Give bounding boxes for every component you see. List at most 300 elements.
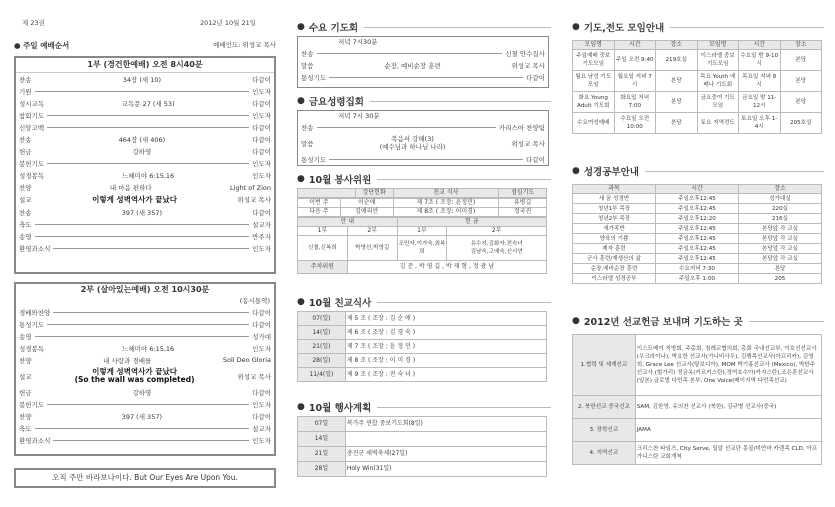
leader-dash bbox=[35, 236, 250, 237]
leader-dash bbox=[53, 248, 249, 249]
table-cell: 14(일) bbox=[298, 326, 346, 340]
table-cell: 본당 bbox=[739, 264, 822, 274]
order-row bbox=[16, 318, 274, 330]
table-cell: 목요 Youth 예배나 기도회 bbox=[697, 71, 739, 92]
order-item: 경배와찬양 bbox=[19, 308, 51, 317]
table-cell: 주일오후12:45 bbox=[656, 204, 739, 214]
table-row bbox=[573, 92, 822, 113]
order-person: 다같이 bbox=[252, 75, 271, 84]
leader-dash bbox=[35, 336, 250, 337]
col-header: 시간 bbox=[614, 41, 656, 50]
order-content-line: 느헤미야 6:15,16 bbox=[122, 344, 175, 353]
fri-time: 저녁 7시 30분 bbox=[338, 112, 380, 120]
order-item: 송영 bbox=[19, 332, 32, 341]
order-row bbox=[16, 109, 274, 121]
order-person: 다같이 bbox=[252, 148, 271, 157]
table-row bbox=[298, 432, 547, 447]
table-cell: 11/4(일) bbox=[298, 368, 346, 382]
table-cell: 205호실 bbox=[780, 113, 822, 134]
table-cell: 화요일 저녁7:00 bbox=[614, 92, 656, 113]
order-item: 송영 bbox=[19, 232, 32, 241]
table-cell: 복가주 연합 중보기도회(8일) bbox=[345, 417, 546, 432]
table-row bbox=[573, 113, 822, 134]
cell: 주차위원 bbox=[298, 261, 348, 274]
table-cell: 본당 bbox=[780, 92, 822, 113]
order-item: 헌금 bbox=[19, 148, 32, 157]
table-row bbox=[298, 447, 547, 462]
table-cell: 219호실 bbox=[656, 50, 698, 71]
wed-title: ● 수요 기도회 bbox=[297, 20, 551, 34]
order-row bbox=[298, 47, 548, 59]
table-row bbox=[573, 71, 822, 92]
order-person: 설교자 bbox=[252, 220, 271, 229]
leader-dash bbox=[329, 159, 523, 160]
order-row bbox=[16, 411, 274, 423]
mission-targets: 크리스찬 타임즈, City Serve, 밀알 선교단 몽골/미얀마 카렌족 CLD, 아프가니스탄 교회개척 bbox=[635, 442, 821, 465]
order-content-line: 강하영 bbox=[132, 389, 152, 398]
order-item: 환영과소식 bbox=[19, 437, 51, 446]
leader-dash bbox=[53, 440, 249, 441]
table-cell: 청년2부 목장 bbox=[573, 214, 656, 224]
order-person: 다같이 bbox=[526, 73, 545, 82]
table-row bbox=[573, 194, 822, 204]
table-cell: 수요저녁 7:30 bbox=[656, 264, 739, 274]
order-person: 위성교 목사 bbox=[511, 61, 545, 70]
cell: 유병길 bbox=[499, 199, 547, 208]
order-person: 위성교 목사 bbox=[237, 372, 271, 381]
second-service-box bbox=[14, 282, 276, 456]
order-row bbox=[16, 306, 274, 318]
worship-leader: 예배인도: 위성교 목사 bbox=[213, 41, 276, 49]
table-cell: 본당앞 각 교실 bbox=[739, 244, 822, 254]
table-row bbox=[573, 419, 822, 442]
bullet-icon: ● bbox=[14, 41, 21, 50]
table-cell: 본당앞 각 교실 bbox=[739, 254, 822, 264]
leader-dash bbox=[47, 115, 249, 116]
bullet-icon: ● bbox=[572, 166, 580, 176]
order-content bbox=[44, 171, 252, 180]
order-row bbox=[16, 399, 274, 411]
order-item: 찬송 bbox=[19, 208, 32, 217]
order-content-line: 이렇게 성벽역사가 끝났다 bbox=[92, 195, 177, 205]
table-cell: 주일오후12:20 bbox=[656, 214, 739, 224]
order-person: 인도자 bbox=[252, 111, 271, 120]
order-content bbox=[32, 368, 238, 384]
table-row bbox=[573, 396, 822, 419]
table-row bbox=[573, 204, 822, 214]
table-row bbox=[298, 462, 547, 477]
leader-dash bbox=[317, 53, 503, 54]
leader-dash bbox=[329, 77, 523, 78]
table-header-row bbox=[573, 41, 822, 50]
order-content bbox=[32, 388, 253, 397]
mission-table bbox=[572, 334, 822, 465]
order-person: 위성교 목사 bbox=[511, 139, 545, 148]
first-service-title: 1부 (경건한예배) 오전 8시40분 bbox=[16, 58, 274, 73]
table-cell: 주일오후 1:00 bbox=[656, 274, 739, 284]
table-cell: 주일오후12:45 bbox=[656, 254, 739, 264]
first-service-order bbox=[16, 73, 274, 254]
order-row bbox=[16, 242, 274, 254]
order-row bbox=[16, 342, 274, 354]
order-person: 인도자 bbox=[252, 244, 271, 253]
order-content-line: 397 (새 357) bbox=[121, 208, 162, 217]
table-cell: 220실 bbox=[739, 204, 822, 214]
order-item: 통성기도 bbox=[19, 320, 45, 329]
table-cell: 216실 bbox=[739, 214, 822, 224]
cell: 조민자,이가숙,최복희 bbox=[397, 236, 447, 261]
table-cell: 주일오후12:45 bbox=[656, 194, 739, 204]
order-row bbox=[16, 146, 274, 158]
bullet-icon: ● bbox=[297, 96, 305, 106]
leader-dash bbox=[35, 224, 250, 225]
events-table bbox=[297, 416, 547, 477]
table-cell: 새 꿈 성경반 bbox=[573, 194, 656, 204]
order-item: 환영과소식 bbox=[19, 244, 51, 253]
leader-dash bbox=[47, 127, 249, 128]
order-item: 설교 bbox=[19, 372, 32, 381]
meal-table bbox=[297, 311, 547, 382]
order-person: 다같이 bbox=[252, 99, 271, 108]
cell: 1부 bbox=[397, 227, 447, 236]
table-row bbox=[298, 368, 547, 382]
order-item: 헌금 bbox=[19, 389, 32, 398]
order-row bbox=[16, 435, 274, 447]
order-person: Light of Zion bbox=[230, 183, 271, 192]
order-person: 인도자 bbox=[252, 172, 271, 181]
order-row bbox=[16, 354, 274, 366]
table-row bbox=[298, 326, 547, 340]
order-content bbox=[32, 412, 253, 421]
service-title: ● 10월 봉사위원 bbox=[297, 172, 551, 186]
cell: 신철,신복희 bbox=[298, 236, 348, 261]
table-cell: 순장,예비순장 훈련 bbox=[573, 264, 656, 274]
table-cell: 본당앞 각 교실 bbox=[739, 234, 822, 244]
table-cell: Holy Win(31일) bbox=[345, 462, 546, 477]
fri-title: ● 금요성령집회 bbox=[297, 94, 551, 108]
second-service-title: 2부 (살아있는예배) 오전 10시30분 bbox=[80, 285, 210, 294]
order-row bbox=[298, 59, 548, 71]
cell: 다음 주 bbox=[298, 208, 341, 217]
table-row bbox=[298, 417, 547, 432]
order-row bbox=[16, 182, 274, 194]
meal-title: ● 10월 친교식사 bbox=[297, 295, 551, 309]
first-service-box bbox=[14, 56, 276, 274]
table-cell: 월요일 저녁 7시 bbox=[614, 71, 656, 92]
order-row bbox=[16, 97, 274, 109]
table-cell: 청년1부 목장 bbox=[573, 204, 656, 214]
mission-category: 3. 장학선교 bbox=[573, 419, 636, 442]
table-row bbox=[573, 335, 822, 396]
table-cell: 화요 Young Adult 기도회 bbox=[573, 92, 615, 113]
order-person: 신철 안수집사 bbox=[505, 49, 545, 58]
table-cell: 수요일 오전 10:00 bbox=[614, 113, 656, 134]
order-item: 참회기도 bbox=[19, 111, 45, 120]
order-content bbox=[32, 208, 253, 217]
order-item: 성경봉독 bbox=[19, 344, 45, 353]
col-header: 장소 bbox=[656, 41, 698, 50]
order-person: 인도자 bbox=[252, 437, 271, 446]
order-person: 위성교 목사 bbox=[237, 196, 271, 205]
cell: 제 8조 ( 조장: 이미경) bbox=[393, 208, 499, 217]
order-item: 축도 bbox=[19, 220, 32, 229]
prayer-table bbox=[572, 40, 822, 134]
issue-date: 2012년 10월 21일 bbox=[200, 19, 257, 27]
service-table bbox=[297, 188, 547, 274]
order-row bbox=[16, 423, 274, 435]
cell: 김 준 , 박 영 길 , 박 재 형 , 정 광 남 bbox=[347, 261, 546, 274]
leader-dash bbox=[47, 404, 249, 405]
col-header: 점심기도 bbox=[499, 189, 547, 198]
col-header: 헌 금 bbox=[397, 218, 546, 227]
col-header: 장소 bbox=[739, 185, 822, 194]
table-cell: 본당 bbox=[656, 92, 698, 113]
order-content bbox=[32, 183, 230, 192]
table-cell: 월요 남성 기도모임 bbox=[573, 71, 615, 92]
second-service-order bbox=[16, 306, 274, 447]
issue-number: 제 23권 bbox=[22, 19, 45, 27]
order-item: 찬송 bbox=[19, 136, 32, 145]
cell: 2부 bbox=[447, 227, 547, 236]
leader-dash bbox=[53, 312, 249, 313]
fri-box bbox=[297, 110, 549, 166]
table-cell: 본당 bbox=[780, 50, 822, 71]
table-cell: 본당 bbox=[780, 71, 822, 92]
table-cell: 28일 bbox=[298, 462, 346, 477]
table-cell: 주일오후12:45 bbox=[656, 224, 739, 234]
order-content-line: 이렇게 성벽역사가 끝났다 bbox=[92, 367, 177, 377]
order-person: Soli Deo Gloria bbox=[222, 356, 271, 365]
table-cell: 21일 bbox=[298, 447, 346, 462]
table-cell: 본당 bbox=[656, 71, 698, 92]
table-cell: 양육의 기쁨 bbox=[573, 234, 656, 244]
order-row bbox=[16, 330, 274, 342]
leader-dash bbox=[35, 91, 250, 92]
order-item: 신앙고백 bbox=[19, 123, 45, 132]
table-cell: 제 6 조 ( 조장 : 김 경 숙 ) bbox=[345, 326, 546, 340]
order-person: 인도자 bbox=[252, 401, 271, 410]
order-content bbox=[32, 75, 253, 84]
order-content bbox=[32, 135, 253, 144]
table-cell: 본당앞 각 교실 bbox=[739, 224, 822, 234]
table-cell: 제 7 조 ( 조장 : 윤 정 민 ) bbox=[345, 340, 546, 354]
col-header: 모임명 bbox=[697, 41, 739, 50]
table-row bbox=[573, 244, 822, 254]
order-person: 반주자 bbox=[252, 232, 271, 241]
order-item: 찬송 bbox=[301, 49, 314, 58]
order-row bbox=[298, 71, 548, 83]
table-cell: 주일예배 중보기도모임 bbox=[573, 50, 615, 71]
wed-box bbox=[297, 36, 549, 88]
table-cell: 토요일 오후 1-4시 bbox=[739, 113, 781, 134]
col-header: 강단헌화 bbox=[355, 189, 393, 198]
order-item: 성시교독 bbox=[19, 99, 45, 108]
table-row bbox=[298, 354, 547, 368]
order-item: 찬송 bbox=[301, 123, 314, 132]
order-item: 찬양 bbox=[19, 356, 32, 365]
order-row bbox=[298, 121, 548, 133]
order-content-line: 내 마음 편하다 bbox=[109, 184, 152, 193]
order-item: 찬송 bbox=[19, 75, 32, 84]
order-content-line: 34장 (새 10) bbox=[122, 75, 162, 84]
order-row bbox=[16, 170, 274, 182]
table-cell: 총진군 새벽축제(27일) bbox=[345, 447, 546, 462]
table-row bbox=[573, 214, 822, 224]
cell: 이순애 bbox=[340, 199, 393, 208]
order-person: 카리스마 찬양팀 bbox=[498, 123, 545, 132]
table-cell: 제자 훈련 bbox=[573, 244, 656, 254]
mission-title: ● 2012년 선교헌금 보내며 기도하는 곳 bbox=[572, 314, 824, 328]
order-content-sub: (예수님과 하나님 나라) bbox=[379, 143, 446, 152]
table-cell: 제 8 조 ( 조장 : 이 미 경 ) bbox=[345, 354, 546, 368]
table-cell: 14일 bbox=[298, 432, 346, 447]
order-row bbox=[16, 218, 274, 230]
events-title: ● 10월 행사계획 bbox=[297, 400, 551, 414]
table-cell: 주일오후12:45 bbox=[656, 244, 739, 254]
table-cell: 07일 bbox=[298, 417, 346, 432]
table-cell: 금요일 밤 11-12시 bbox=[739, 92, 781, 113]
col-header: 시간 bbox=[656, 185, 739, 194]
table-cell: 제 5 조 ( 조장 : 김 순 애 ) bbox=[345, 312, 546, 326]
table-cell: 이스라엘 중보기도모임 bbox=[697, 50, 739, 71]
mission-targets: SAM, 김한영, 유의찬 선교사 (북한), 김규병 선교사(중국) bbox=[635, 396, 821, 419]
leader-dash bbox=[47, 163, 249, 164]
order-person: 다같이 bbox=[252, 320, 271, 329]
order-item: 성경봉독 bbox=[19, 172, 45, 181]
order-item: 통성기도 bbox=[301, 73, 327, 82]
order-content bbox=[314, 135, 512, 151]
leader-dash bbox=[47, 324, 249, 325]
bullet-icon: ● bbox=[297, 174, 305, 184]
order-row bbox=[16, 206, 274, 218]
order-item: 봉헌기도 bbox=[19, 401, 45, 410]
table-cell: 주일오후12:45 bbox=[656, 234, 739, 244]
table-row bbox=[573, 224, 822, 234]
order-item: 통성기도 bbox=[301, 155, 327, 164]
cell: 정국진 bbox=[499, 208, 547, 217]
table-cell: 성가대실 bbox=[739, 194, 822, 204]
order-content bbox=[314, 61, 512, 70]
order-content bbox=[44, 344, 252, 353]
col-header: 시간 bbox=[739, 41, 781, 50]
table-cell: 이스라엘 성경공부 bbox=[573, 274, 656, 284]
col-header: 장소 bbox=[780, 41, 822, 50]
table-cell: 본당 bbox=[656, 113, 698, 134]
study-title: ● 성경공부안내 bbox=[572, 164, 824, 178]
worship-title: ● 주일 예배순서 bbox=[14, 41, 70, 50]
table-row bbox=[573, 234, 822, 244]
order-item: 축도 bbox=[19, 425, 32, 434]
order-content-line: 복음서 강해(3) bbox=[391, 135, 434, 144]
col-header: 안 내 bbox=[298, 218, 398, 227]
table-cell: 주일 오전 9:40 bbox=[614, 50, 656, 71]
table-cell: 수요일 밤 9-10시 bbox=[739, 50, 781, 71]
bullet-icon: ● bbox=[297, 297, 305, 307]
order-row bbox=[16, 85, 274, 97]
order-person: 성가대 bbox=[252, 332, 271, 341]
table-cell: 새가족반 bbox=[573, 224, 656, 234]
order-content bbox=[44, 99, 252, 108]
order-content-line: 느헤미야 6:15,16 bbox=[122, 172, 175, 181]
table-row bbox=[573, 50, 822, 71]
order-person: 설교자 bbox=[252, 425, 271, 434]
order-content-line: 397 (새 357) bbox=[121, 413, 162, 422]
leader-dash bbox=[317, 127, 496, 128]
mission-category: 4. 지역선교 bbox=[573, 442, 636, 465]
order-person: 다같이 bbox=[252, 308, 271, 317]
wed-time: 저녁 7시30분 bbox=[338, 38, 378, 46]
order-person: 인도자 bbox=[252, 344, 271, 353]
order-item: 말씀 bbox=[301, 139, 314, 148]
order-row bbox=[16, 133, 274, 145]
table-cell: 목요일 저녁 8시 bbox=[739, 71, 781, 92]
cell: 박영선,박영길 bbox=[347, 236, 397, 261]
order-item: 봉헌기도 bbox=[19, 160, 45, 169]
order-row bbox=[16, 366, 274, 386]
order-row bbox=[16, 386, 274, 398]
cell: 2부 bbox=[347, 227, 397, 236]
bullet-icon: ● bbox=[297, 22, 305, 32]
bullet-icon: ● bbox=[297, 402, 305, 412]
table-cell bbox=[345, 432, 546, 447]
order-person: 인도자 bbox=[252, 160, 271, 169]
cell: 제 7조 ( 조장: 윤정민) bbox=[393, 199, 499, 208]
table-row bbox=[298, 340, 547, 354]
order-content bbox=[32, 147, 253, 156]
col-header: 과목 bbox=[573, 185, 656, 194]
table-row bbox=[573, 264, 822, 274]
prayer-title: ● 기도,전도 모임안내 bbox=[572, 20, 824, 34]
order-item: 찬양 bbox=[19, 184, 32, 193]
col-header: 친교 식사 bbox=[393, 189, 499, 198]
order-person: 다같이 bbox=[252, 123, 271, 132]
mission-category: 1.협력 및 세계선교 bbox=[573, 335, 636, 396]
order-content-line: 교독문 27 (새 53) bbox=[121, 99, 175, 108]
table-header-row bbox=[573, 185, 822, 194]
cell: 유수지,김화자,전숙녀 bbox=[470, 241, 523, 247]
order-row bbox=[16, 121, 274, 133]
order-person: 다같이 bbox=[526, 155, 545, 164]
order-content bbox=[32, 194, 238, 205]
table-cell: 21(일) bbox=[298, 340, 346, 354]
footer-motto: 오직 주만 바라보나이다. But Our Eyes Are Upon You. bbox=[14, 468, 276, 488]
order-item: 찬양 bbox=[19, 413, 32, 422]
cell: 김애리안 bbox=[340, 208, 393, 217]
order-item: 말씀 bbox=[301, 61, 314, 70]
order-person: 다같이 bbox=[252, 208, 271, 217]
order-content-sub: (So the wall was completed) bbox=[74, 375, 195, 385]
order-row bbox=[298, 133, 548, 153]
order-item: 기원 bbox=[19, 87, 32, 96]
order-item: 설교 bbox=[19, 196, 32, 205]
table-cell: 205 bbox=[739, 274, 822, 284]
mission-targets: 이스트베이 지방회, 주총회, 침례교협의회, 총회 국내선교부, 이호선선교사 (우크라이나), 박요한 선교사(가니비사우), 김행목선교사(아프리카), 김영희, Grace Lee 선교사(탕보디아), MOM 박기홍선교사 (Mexico), 박한주선교사 (헐가리) 정금옥(키르키스탄),정여호수아(카자스탄),조은혼선교사(일본) 글로벌 다민족 본부, One Voice(베이지역 다민족선교) bbox=[635, 335, 821, 396]
order-content-line: 464장 (새 406) bbox=[118, 136, 166, 145]
order-row bbox=[298, 153, 548, 165]
order-content-line: 순장, 예비순장 훈련 bbox=[384, 61, 441, 70]
order-content bbox=[32, 356, 223, 365]
table-row bbox=[298, 312, 547, 326]
table-cell: 수요여성예배 bbox=[573, 113, 615, 134]
bullet-icon: ● bbox=[572, 22, 580, 32]
order-content-line: 내 사랑과 경배를 bbox=[103, 356, 152, 365]
order-row bbox=[16, 230, 274, 242]
order-content-line: 강하영 bbox=[132, 148, 152, 157]
col-header: 모임명 bbox=[573, 41, 615, 50]
cell: 이번 주 bbox=[298, 199, 341, 208]
table-cell: 28(일) bbox=[298, 354, 346, 368]
mission-targets: JAMA bbox=[635, 419, 821, 442]
